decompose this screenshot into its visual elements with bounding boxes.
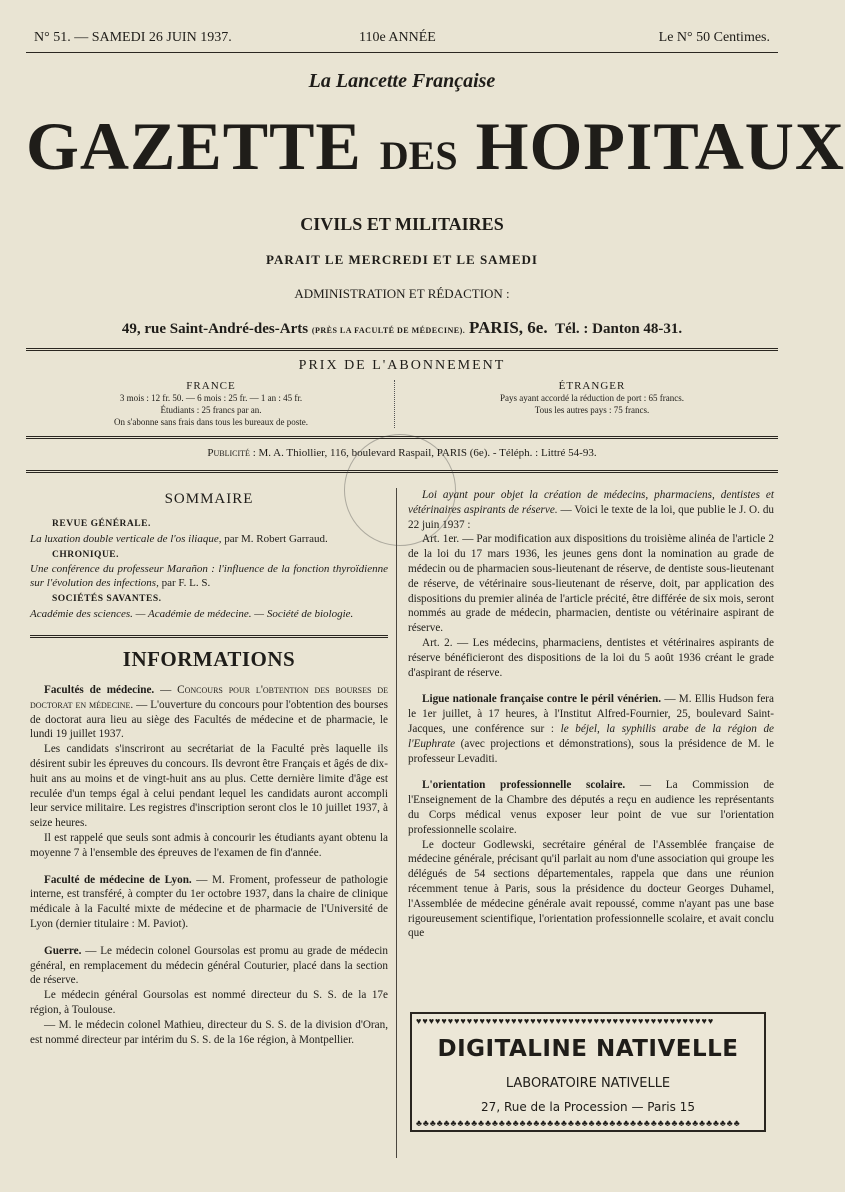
info-head-facultes: Facultés de médecine.	[44, 683, 155, 696]
sommaire-separator	[30, 635, 388, 638]
top-rule	[26, 52, 778, 53]
france-students: Étudiants : 25 francs par an.	[160, 405, 262, 415]
subscription-etranger	[406, 380, 778, 416]
info-text-lyon: — M. Froment, professeur de pathologie interne, est transféré, à compter du 1er octobre 1937, dans la chaire de clinique médicale à la Faculté mixte de médecine et de pharmacie de l'Université de Lyon (dernier titulaire : M. Paviot).	[30, 873, 388, 930]
masthead-topline	[34, 30, 770, 48]
informations-title: INFORMATIONS	[122, 647, 296, 672]
right-text-ligue-b: (avec projections et démonstrations), sous la présidence de M. le professeur Levaditi.	[408, 737, 775, 765]
sommaire-item-revue[interactable]	[30, 532, 388, 546]
right-head-ligue: Ligue nationale française contre le péril vénérien.	[422, 693, 662, 706]
issue-year: 110e ANNÉE	[359, 30, 436, 45]
right-column	[408, 488, 774, 941]
address-city: PARIS, 6e.	[469, 318, 548, 337]
right-paragraph-art2: Art. 2. — Les médecins, pharmaciens, dentistes et vétérinaires aspirants de réserve bénéficieront des dispositions de la loi du 5 août 1936 créant le grade d'aspirant de réserve.	[408, 636, 774, 679]
title-des: DES	[379, 133, 458, 178]
left-column	[30, 488, 388, 1047]
right-head-loi: Loi ayant pour objet la création de médecins, pharmaciens, dentistes et vétérinaires aspirants de réserve.	[408, 489, 774, 516]
info-paragraph-facultes	[30, 683, 388, 742]
right-paragraph-ligue	[408, 692, 774, 766]
subscription-france	[26, 380, 396, 428]
etranger-reduced: Pays ayant accordé la réduction de port : 65 francs.	[500, 393, 684, 403]
administration-label: ADMINISTRATION ET RÉDACTION :	[294, 286, 510, 301]
right-text-orientation: — La Commission de l'Enseignement de la Chambre des députés a reçu en audience les représentants du Corps médical venus exposer leur point de vue sur l'orientation professionnelle scolaire.	[408, 779, 775, 836]
info-paragraph-lyon	[30, 873, 388, 932]
address-line	[26, 318, 778, 338]
info-paragraph-goursolas: Le médecin général Goursolas est nommé directeur du S. S. de la 17e région, à Toulouse.	[30, 989, 388, 1016]
address-note: (PRÈS LA FACULTÉ DE MÉDECINE).	[311, 326, 466, 335]
etranger-others: Tous les autres pays : 75 francs.	[534, 405, 650, 415]
ad-laboratory: LABORATOIRE NATIVELLE	[505, 1076, 671, 1091]
sommaire-section-societes: SOCIÉTÉS SAVANTES.	[52, 594, 162, 605]
issue-price: Le N° 50 Centimes.	[658, 30, 770, 45]
right-text-ligue-title: le béjel, la syphilis arabe de la région de l'Euphrate	[408, 722, 775, 750]
sommaire-item-revue-author: par M. Robert Garraud.	[224, 532, 328, 545]
etranger-title: ÉTRANGER	[558, 380, 626, 392]
sommaire-item-chronique-author: par F. L. S.	[161, 577, 211, 590]
ad-border-top: ♥♥♥♥♥♥♥♥♥♥♥♥♥♥♥♥♥♥♥♥♥♥♥♥♥♥♥♥♥♥♥♥♥♥♥♥♥♥♥♥♥♥♥♥♥♥♥	[416, 1016, 715, 1026]
france-post: On s'abonne sans frais dans tous les bureaux de poste.	[113, 417, 309, 427]
sommaire-item-societes-text: Académie des sciences. — Académie de médecine. — Société de biologie.	[30, 608, 354, 621]
publicity-text: : M. A. Thiollier, 116, boulevard Raspail, PARIS (6e). - Téléph. : Littré 54-93.	[252, 447, 597, 459]
info-paragraph-rappel: Il est rappelé que seuls sont admis à concourir les étudiants ayant obtenu la moyenne 7 à l'ensemble des épreuves de l'examen de fin d'année.	[30, 831, 388, 859]
right-head-orientation: L'orientation professionnelle scolaire.	[422, 779, 626, 792]
right-paragraph-orientation	[408, 778, 774, 837]
ad-title: DIGITALINE NATIVELLE	[437, 1036, 739, 1062]
sommaire-title: SOMMAIRE	[164, 491, 254, 507]
subtitle-lancette: La Lancette Française	[308, 70, 496, 92]
subscription-divider	[394, 380, 395, 428]
ad-address: 27, Rue de la Procession — Paris 15	[481, 1100, 695, 1114]
info-text-concours: — L'ouverture du concours pour l'obtention des bourses de doctorat aura lieu au siège des Facultés de médecine et de pharmacie, le lundi 19 juillet 1937.	[30, 698, 388, 741]
france-title: FRANCE	[186, 380, 236, 392]
address-street: 49, rue Saint-André-des-Arts	[121, 321, 309, 337]
title-gazette: GAZETTE	[26, 108, 362, 184]
info-head-guerre: Guerre.	[44, 944, 82, 957]
sommaire-item-chronique-title: Une conférence du professeur Marañon : l'influence de la fonction thyroïdienne sur l'évolution des infections,	[30, 563, 388, 590]
title-civils: CIVILS ET MILITAIRES	[300, 214, 504, 234]
advertisement-digitaline[interactable]	[410, 1012, 766, 1132]
info-head-lyon: Faculté de médecine de Lyon.	[44, 873, 192, 886]
subscription-title: PRIX DE L'ABONNEMENT	[298, 358, 506, 373]
info-paragraph-mathieu: — M. le médecin colonel Mathieu, directeur du S. S. de la division d'Oran, est nommé directeur par intérim du S. S. de la 16e région, à Montpellier.	[30, 1018, 388, 1046]
info-paragraph-candidats: Les candidats s'inscriront au secrétariat de la Faculté près laquelle ils désirent subir les épreuves du concours. Ils devront être Français et âgés de dix-huit ans au moins et de vingt-huit ans au plus. Cette dernière limite d'âge est reculée d'un temps égal à celui pendant lequel les candidats auront accompli leur service militaire. Les registres d'inscription seront clos le 10 juillet 1937, à seize heures.	[30, 743, 388, 830]
sommaire-item-revue-title: La luxation double verticale de l'os iliaque,	[30, 532, 222, 545]
publication-days: PARAIT LE MERCREDI ET LE SAMEDI	[266, 252, 538, 267]
right-paragraph-art1: Art. 1er. — Par modification aux dispositions du troisième alinéa de l'article 2 de la loi du 17 mars 1936, les jeunes gens dont la nomination au grade de médecin ou de pharmacien sous-lieutenant de réserve, de dentiste sous-lieutenant de réserve, de vétérinaire sous-lieutenant de réserve, doit, par application des dispositions du premier alinéa de l'article précité, être différée de six mois, seront nommés au grade de médecin, pharmacien, dentiste ou vétérinaire aspirant de réserve.	[408, 533, 774, 635]
sommaire-section-chronique: CHRONIQUE.	[52, 549, 120, 560]
right-text-ligue-a: — M. Ellis Hudson fera le 1er juillet, à 17 heures, à l'Institut Alfred-Fournier, 25, boulevard Saint-Jacques, une conférence sur :	[408, 693, 774, 735]
ad-border-bottom: ♣♣♣♣♣♣♣♣♣♣♣♣♣♣♣♣♣♣♣♣♣♣♣♣♣♣♣♣♣♣♣♣♣♣♣♣♣♣♣♣♣♣♣♣♣♣♣	[416, 1118, 741, 1128]
right-paragraph-loi	[408, 488, 774, 532]
address-tel: Tél. : Danton 48-31.	[555, 321, 683, 337]
rule-double-1	[26, 348, 778, 351]
info-paragraph-guerre	[30, 944, 388, 988]
title-hopitaux: HOPITAUX	[475, 108, 845, 184]
newspaper-page	[26, 22, 845, 1172]
sommaire-item-societes[interactable]	[30, 607, 388, 621]
right-paragraph-godlewski: Le docteur Godlewski, secrétaire général de l'Assemblée française de médecine générale, précisant qu'il parlait au nom d'une association qui groupe les délégués de 54 sections départementales, rappela que dans une réunion récemment tenue à Paris, sous la présidence du docteur Georges Duhamel, l'Assemblée de médecine générale avait repoussé, comme n'ayant pas une base rigoureusement scientifique, l'orientation professionnelle scolaire, et avait conclu que	[408, 838, 774, 940]
info-sub-concours: — Concours pour l'obtention des bourses de doctorat en médecine.	[30, 683, 388, 711]
column-divider	[396, 488, 397, 1158]
sommaire-item-chronique[interactable]	[30, 562, 388, 590]
issue-number-date: N° 51. — SAMEDI 26 JUIN 1937.	[34, 30, 232, 45]
right-text-loi: — Voici le texte de la loi, que publie le J. O. du 22 juin 1937 :	[408, 503, 775, 531]
publicity-label: Publicité	[207, 447, 250, 459]
france-prices: 3 mois : 12 fr. 50. — 6 mois : 25 fr. — 1 an : 45 fr.	[119, 393, 303, 403]
sommaire-section-revue: REVUE GÉNÉRALE.	[52, 518, 151, 529]
info-text-guerre: — Le médecin colonel Goursolas est promu au grade de médecin général, en remplacement du médecin général Couturier, placé dans la section de réserve.	[30, 944, 388, 987]
newspaper-title	[26, 108, 845, 194]
